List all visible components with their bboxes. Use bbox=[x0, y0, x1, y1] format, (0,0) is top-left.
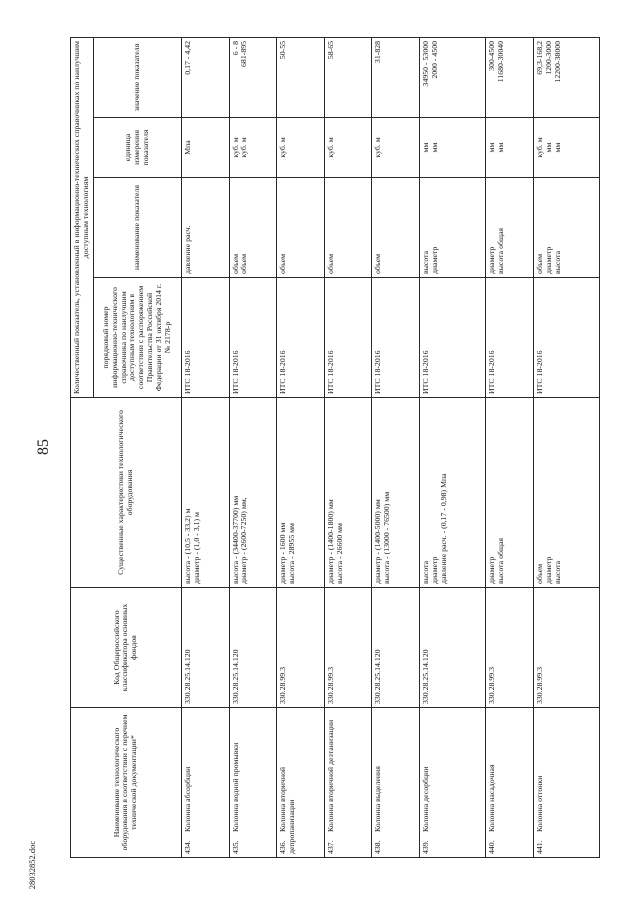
value-line: 6 - 8 bbox=[230, 40, 240, 56]
table-row bbox=[533, 37, 599, 857]
value-line: 12200-38000 bbox=[552, 40, 562, 83]
unit-line: куб. м bbox=[239, 137, 249, 158]
unit-line: куб. м bbox=[325, 137, 335, 158]
value-line: 0,17 - 4,42 bbox=[182, 40, 192, 75]
cell-its-number bbox=[533, 278, 599, 398]
row-number: 435. bbox=[230, 840, 240, 854]
rotated-table-container bbox=[70, 38, 600, 858]
equipment-name: Колонна водной промывки bbox=[230, 742, 240, 832]
cell-characteristics bbox=[324, 398, 372, 588]
value-line: 69,3-168,2 bbox=[534, 40, 544, 75]
cell-its-number bbox=[277, 278, 325, 398]
unit-line: куб. м bbox=[373, 137, 383, 158]
table-row bbox=[229, 37, 277, 857]
unit-line: куб. м bbox=[278, 137, 288, 158]
value-line: 1200-3000 bbox=[543, 40, 553, 75]
cell-unit bbox=[229, 118, 277, 178]
table-row bbox=[372, 37, 420, 857]
value-line: 58-65 bbox=[325, 40, 335, 60]
unit-line: куб. м bbox=[230, 137, 240, 158]
indicator-line: высота bbox=[420, 250, 430, 274]
unit-line: мм bbox=[429, 142, 439, 153]
cell-okof-code bbox=[277, 588, 325, 708]
table-body bbox=[181, 37, 599, 857]
indicator-line: высота общая bbox=[496, 227, 506, 274]
characteristic-line: диаметр - (1400-1800) мм bbox=[325, 499, 335, 584]
unit-line: куб. м bbox=[534, 137, 544, 158]
characteristic-line: высота - (13000 - 76500) мм bbox=[382, 491, 392, 584]
table-row bbox=[181, 37, 229, 857]
header-its-number: порядковый номер информационно-технического справочника по наилучшим доступным технологиям в соответствии с распоряжением Правительства Российской Федерации от 31 октября 2014 г. № 2178-р bbox=[93, 278, 181, 398]
characteristic-line: высота bbox=[420, 560, 430, 584]
cell-indicator bbox=[372, 178, 420, 278]
characteristic-line: высота - (34400-37700) мм bbox=[230, 495, 240, 584]
value-line: 34950 - 53000 bbox=[420, 40, 430, 87]
indicator-line: объем bbox=[325, 253, 335, 274]
cell-equipment-name bbox=[229, 708, 277, 858]
cell-its-number bbox=[181, 278, 229, 398]
value-line: 2000 - 4500 bbox=[429, 40, 439, 79]
cell-characteristics bbox=[372, 398, 420, 588]
cell-value bbox=[419, 37, 485, 117]
characteristic-line: давление расч. - (0,17 - 0,98) Мпа bbox=[438, 473, 448, 584]
header-characteristics: Существенные характеристики технологического оборудования bbox=[71, 398, 182, 588]
indicator-line: объем bbox=[534, 253, 544, 274]
okof-code: 330.28.99.3 bbox=[278, 666, 288, 704]
cell-okof-code bbox=[229, 588, 277, 708]
characteristic-line: высота - 26600 мм bbox=[334, 523, 344, 584]
unit-line: мм bbox=[496, 142, 506, 153]
cell-value bbox=[181, 37, 229, 117]
indicator-line: высота bbox=[552, 250, 562, 274]
cell-characteristics bbox=[533, 398, 599, 588]
cell-equipment-name bbox=[324, 708, 372, 858]
cell-value bbox=[324, 37, 372, 117]
its-number: ИТС 18-2016 bbox=[325, 350, 335, 394]
equipment-name: Колонна насадочная bbox=[487, 764, 497, 832]
table-row bbox=[419, 37, 485, 857]
cell-its-number bbox=[324, 278, 372, 398]
okof-code: 330.28.25.14.120 bbox=[373, 649, 383, 704]
header-unit: единица измерения показателя bbox=[93, 118, 181, 178]
cell-characteristics bbox=[419, 398, 485, 588]
row-number: 436. bbox=[278, 840, 288, 854]
okof-code: 330.28.25.14.120 bbox=[230, 649, 240, 704]
equipment-name: Колонна вторичной депропанизации bbox=[278, 766, 297, 854]
cell-its-number bbox=[486, 278, 534, 398]
okof-code: 330.28.99.3 bbox=[325, 666, 335, 704]
cell-equipment-name bbox=[533, 708, 599, 858]
cell-indicator bbox=[324, 178, 372, 278]
row-number: 440. bbox=[487, 840, 497, 854]
table-row bbox=[324, 37, 372, 857]
cell-value bbox=[372, 37, 420, 117]
cell-equipment-name bbox=[181, 708, 229, 858]
characteristic-line: диаметр - (2600-7250) мм, bbox=[239, 497, 249, 584]
cell-its-number bbox=[419, 278, 485, 398]
cell-its-number bbox=[372, 278, 420, 398]
characteristic-line: диаметр - (1,0 - 3,1) м bbox=[191, 512, 201, 584]
table-row bbox=[486, 37, 534, 857]
cell-unit bbox=[277, 118, 325, 178]
characteristic-line: высота общая bbox=[496, 537, 506, 584]
okof-code: 330.28.99.3 bbox=[487, 666, 497, 704]
page-number: 85 bbox=[35, 439, 52, 455]
value-line: 50-55 bbox=[278, 40, 288, 60]
equipment-table bbox=[70, 37, 600, 858]
okof-code: 330.28.25.14.120 bbox=[182, 649, 192, 704]
characteristic-line: диаметр - 1600 мм bbox=[278, 522, 288, 584]
indicator-line: объем bbox=[230, 253, 240, 274]
indicator-line: давление расч. bbox=[182, 225, 192, 274]
cell-equipment-name bbox=[277, 708, 325, 858]
characteristic-line: высота bbox=[552, 560, 562, 584]
indicator-line: диаметр bbox=[487, 246, 497, 274]
cell-unit bbox=[181, 118, 229, 178]
cell-unit bbox=[372, 118, 420, 178]
okof-code: 330.28.25.14.120 bbox=[420, 649, 430, 704]
indicator-line: объем bbox=[278, 253, 288, 274]
cell-unit bbox=[419, 118, 485, 178]
characteristic-line: диаметр bbox=[487, 556, 497, 584]
cell-value bbox=[229, 37, 277, 117]
indicator-line: объем bbox=[373, 253, 383, 274]
header-quantitative-group: Количественный показатель, установленный в информационно-технических справочниках по наилучшим доступным технологиям bbox=[71, 37, 94, 397]
cell-indicator bbox=[486, 178, 534, 278]
equipment-name: Колонна абсорбции bbox=[182, 766, 192, 832]
cell-characteristics bbox=[277, 398, 325, 588]
its-number: ИТС 18-2016 bbox=[278, 350, 288, 394]
cell-value bbox=[533, 37, 599, 117]
row-number: 437. bbox=[325, 840, 335, 854]
indicator-line: диаметр bbox=[429, 246, 439, 274]
value-line: 681-895 bbox=[239, 40, 249, 67]
cell-value bbox=[486, 37, 534, 117]
its-number: ИТС 18-2016 bbox=[487, 350, 497, 394]
its-number: ИТС 18-2016 bbox=[230, 350, 240, 394]
characteristic-line: диаметр bbox=[543, 556, 553, 584]
unit-line: мм bbox=[487, 142, 497, 153]
cell-okof-code bbox=[419, 588, 485, 708]
cell-indicator bbox=[229, 178, 277, 278]
row-number: 434. bbox=[182, 840, 192, 854]
equipment-name: Колонна выделения bbox=[373, 766, 383, 832]
unit-line: мм bbox=[420, 142, 430, 153]
characteristic-line: объем bbox=[534, 563, 544, 584]
cell-okof-code bbox=[324, 588, 372, 708]
okof-code: 330.28.99.3 bbox=[534, 666, 544, 704]
cell-okof-code bbox=[486, 588, 534, 708]
unit-line: Мпа bbox=[182, 140, 192, 155]
unit-line: мм bbox=[552, 142, 562, 153]
row-number: 438. bbox=[373, 840, 383, 854]
row-number: 439. bbox=[420, 840, 430, 854]
indicator-line: объем bbox=[239, 253, 249, 274]
cell-unit bbox=[486, 118, 534, 178]
its-number: ИТС 18-2016 bbox=[373, 350, 383, 394]
header-equipment-name: Наименование технологического оборудования в соответствии с перечнем технической документации* bbox=[71, 708, 182, 858]
cell-equipment-name bbox=[486, 708, 534, 858]
cell-okof-code bbox=[533, 588, 599, 708]
header-okof-code: Код Общероссийского классификатора основных фондов bbox=[71, 588, 182, 708]
cell-equipment-name bbox=[372, 708, 420, 858]
cell-characteristics bbox=[229, 398, 277, 588]
cell-okof-code bbox=[181, 588, 229, 708]
header-value: значение показателя bbox=[93, 37, 181, 117]
cell-okof-code bbox=[372, 588, 420, 708]
equipment-name: Колонна вторичной деэтанизации bbox=[325, 719, 335, 832]
cell-its-number bbox=[229, 278, 277, 398]
characteristic-line: диаметр - (1400-5000) мм bbox=[373, 499, 383, 584]
unit-line: мм bbox=[543, 142, 553, 153]
cell-characteristics bbox=[181, 398, 229, 588]
row-number: 441. bbox=[534, 840, 544, 854]
cell-value bbox=[277, 37, 325, 117]
cell-unit bbox=[533, 118, 599, 178]
its-number: ИТС 18-2016 bbox=[534, 350, 544, 394]
characteristic-line: диаметр bbox=[429, 556, 439, 584]
header-indicator-name: наименование показателя bbox=[93, 178, 181, 278]
cell-indicator bbox=[277, 178, 325, 278]
indicator-line: диаметр bbox=[543, 246, 553, 274]
characteristic-line: высота - (10,5 - 33,2) м bbox=[182, 508, 192, 584]
cell-indicator bbox=[533, 178, 599, 278]
value-line: 31-828 bbox=[373, 40, 383, 64]
document-filename: 28032852.doc bbox=[27, 840, 38, 890]
its-number: ИТС 18-2016 bbox=[182, 350, 192, 394]
characteristic-line: высота - 28955 мм bbox=[287, 523, 297, 584]
cell-indicator bbox=[419, 178, 485, 278]
value-line: 11680-30040 bbox=[496, 40, 506, 83]
cell-indicator bbox=[181, 178, 229, 278]
cell-equipment-name bbox=[419, 708, 485, 858]
value-line: 300-4500 bbox=[487, 40, 497, 71]
equipment-name: Колонна десорбции bbox=[420, 766, 430, 832]
equipment-name: Колонна отгонки bbox=[534, 775, 544, 832]
cell-unit bbox=[324, 118, 372, 178]
cell-characteristics bbox=[486, 398, 534, 588]
table-row bbox=[277, 37, 325, 857]
its-number: ИТС 18-2016 bbox=[420, 350, 430, 394]
